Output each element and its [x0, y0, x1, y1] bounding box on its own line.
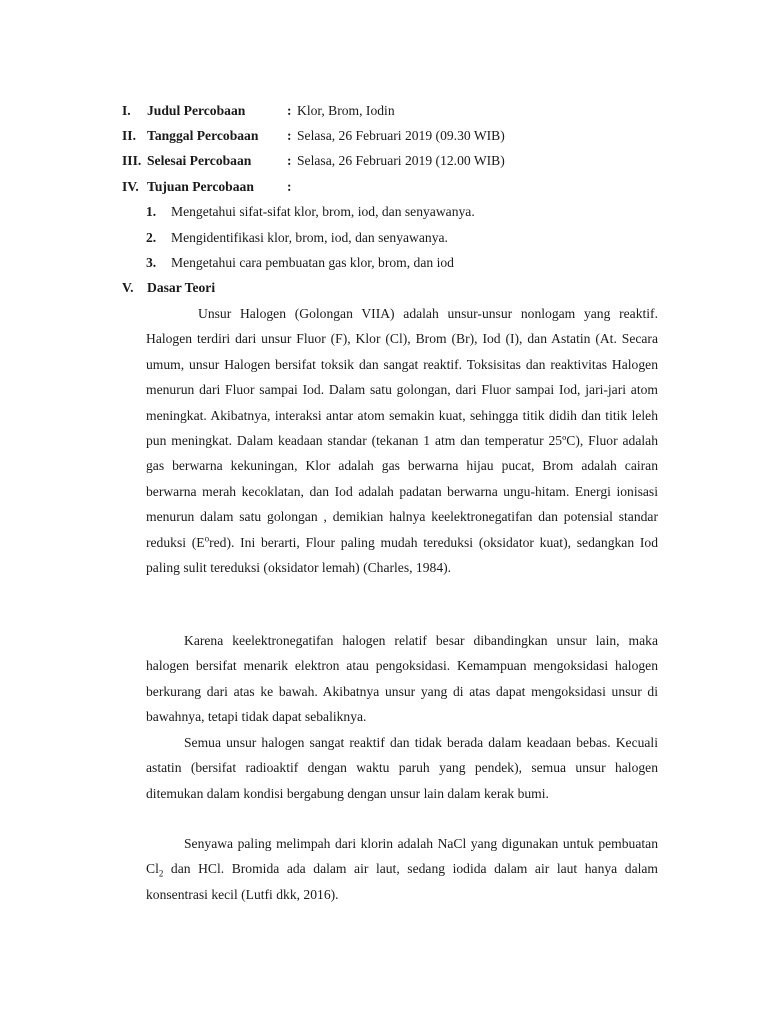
section-label: Dasar Teori — [147, 280, 216, 295]
header-row-title — [122, 101, 395, 121]
paragraph-text: Karena keelektronegatifan halogen relatif besar dibandingkan unsur lain, maka halogen bersifat menarik elektron atau pengoksidasi. Kemampuan mengoksidasi halogen berkurang dari atas ke bawah. Akibatnya unsur yang di atas dapat mengoksidasi unsur di bawahnya, tetapi tidak dapat sebaliknya. — [146, 633, 658, 725]
section-number: II. — [122, 128, 136, 143]
section-number: IV. — [122, 179, 139, 194]
theory-paragraph-1 — [146, 301, 658, 580]
section-number: I. — [122, 103, 131, 118]
section-label: Tujuan Percobaan — [147, 179, 254, 194]
superscript: o — [204, 533, 210, 544]
header-row-date — [122, 126, 505, 146]
colon: : — [287, 153, 292, 168]
theory-paragraph-3 — [146, 730, 658, 806]
theory-paragraph-2 — [146, 628, 658, 730]
goal-text: Mengidentifikasi klor, brom, iod, dan senyawanya. — [171, 230, 448, 245]
goal-number: 3. — [146, 255, 157, 270]
colon: : — [287, 103, 292, 118]
theory-paragraph-4 — [146, 831, 658, 907]
paragraph-text: Unsur Halogen (Golongan VIIA) adalah unsur-unsur nonlogam yang reaktif. Halogen terdiri dari unsur Fluor (F), Klor (Cl), Brom (Br), Iod (I), dan Astatin (At. Secara umum, unsur Halogen bersifat toksik dan sangat reaktif. Toksisitas dan reaktivitas Halogen menurun dari Fluor sampai Iod. Dalam satu golongan, dari Fluor sampai Iod, jari-jari atom meningkat. Akibatnya, interaksi antar atom semakin kuat, sehingga titik didih dan titik leleh pun meningkat. Dalam keadaan standar (tekanan 1 atm dan temperatur 25ºC), Fluor adalah gas berwarna kekuningan, Klor adalah gas berwarna hijau pucat, Brom adalah cairan berwarna merah kecoklatan, dan Iod adalah padatan berwarna ungu-hitam. Energi ionisasi menurun dalam satu golongan , demikian halnya keelektronegatifan dan potensial standar reduksi (E — [146, 306, 658, 550]
goal-number: 1. — [146, 204, 157, 219]
colon: : — [287, 128, 292, 143]
goal-number: 2. — [146, 230, 157, 245]
goal-item — [146, 202, 475, 222]
goal-item — [146, 228, 448, 248]
section-label: Selesai Percobaan — [147, 153, 252, 168]
paragraph-text: red). Ini berarti, Flour paling mudah tereduksi (oksidator kuat), sedangkan Iod paling sulit tereduksi (oksidator lemah) (Charles, 1984). — [146, 534, 658, 576]
header-row-finished — [122, 151, 505, 171]
section-heading-theory — [122, 278, 287, 298]
header-row-goals — [122, 177, 297, 197]
paragraph-text: Senyawa paling melimpah dari klorin adalah NaCl yang digunakan untuk pembuatan Cl — [146, 836, 658, 877]
section-value: Selasa, 26 Februari 2019 (09.30 WIB) — [297, 128, 505, 143]
colon: : — [287, 179, 292, 194]
goal-item — [146, 253, 454, 273]
paragraph-text: dan HCl. Bromida ada dalam air laut, sedang iodida dalam air laut hanya dalam konsentrasi kecil (Lutfi dkk, 2016). — [146, 861, 658, 902]
goal-text: Mengetahui cara pembuatan gas klor, brom, dan iod — [171, 255, 454, 270]
paragraph-text: Semua unsur halogen sangat reaktif dan tidak berada dalam keadaan bebas. Kecuali astatin (bersifat radioaktif dengan waktu paruh yang pendek), semua unsur halogen ditemukan dalam kondisi bergabung dengan unsur lain dalam kerak bumi. — [146, 735, 658, 801]
section-label: Judul Percobaan — [147, 103, 246, 118]
subscript: 2 — [158, 869, 164, 880]
section-label: Tanggal Percobaan — [147, 128, 259, 143]
section-number: V. — [122, 280, 134, 295]
section-number: III. — [122, 153, 142, 168]
goal-text: Mengetahui sifat-sifat klor, brom, iod, dan senyawanya. — [171, 204, 475, 219]
section-value: Selasa, 26 Februari 2019 (12.00 WIB) — [297, 153, 505, 168]
section-value: Klor, Brom, Iodin — [297, 103, 395, 118]
